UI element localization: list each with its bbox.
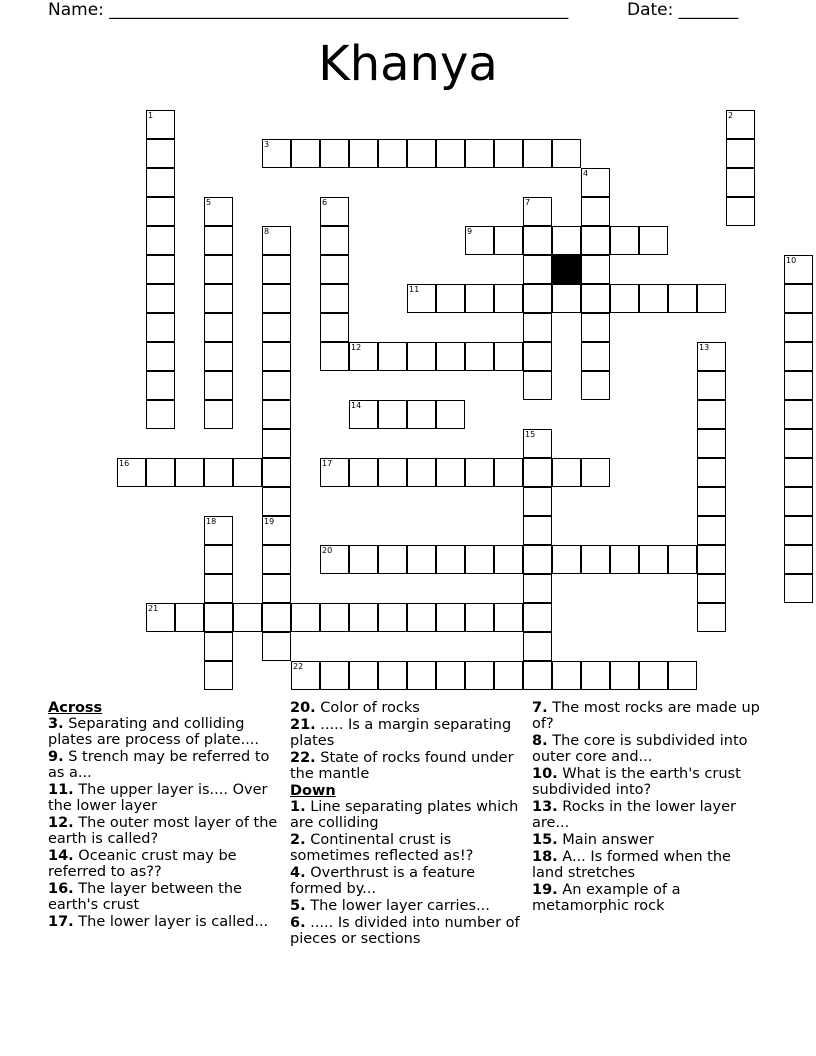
grid-cell[interactable] [349, 342, 378, 371]
clue-label: 4. [290, 865, 306, 881]
clue-text: ..... Is divided into number of pieces or sections [290, 915, 520, 947]
grid-cell[interactable] [117, 458, 146, 487]
clue-text: State of rocks found under the mantle [290, 750, 514, 782]
grid-cell[interactable] [784, 284, 813, 313]
grid-cell[interactable] [639, 661, 668, 690]
across-clue [290, 750, 524, 782]
grid-cell[interactable] [784, 400, 813, 429]
grid-cell[interactable] [581, 371, 610, 400]
grid-cell[interactable] [494, 458, 523, 487]
grid-cell[interactable] [436, 458, 465, 487]
across-clue [290, 717, 524, 749]
grid-cell[interactable] [233, 458, 262, 487]
grid-cell[interactable] [494, 139, 523, 168]
page-title: Khanya [318, 36, 498, 92]
grid-cell[interactable] [581, 458, 610, 487]
grid-cell[interactable] [204, 603, 233, 632]
grid-cell[interactable] [320, 284, 349, 313]
down-heading: Down [290, 783, 336, 799]
grid-cell[interactable] [494, 603, 523, 632]
clue-label: 19. [532, 882, 558, 898]
clue-label: 8. [532, 733, 548, 749]
clue-number: 7 [525, 198, 531, 207]
grid-cell[interactable] [581, 313, 610, 342]
grid-cell[interactable] [552, 139, 581, 168]
clue-number: 15 [525, 430, 536, 439]
grid-cell[interactable] [581, 255, 610, 284]
grid-cell[interactable] [697, 342, 726, 371]
grid-cell[interactable] [204, 371, 233, 400]
grid-cell[interactable] [262, 516, 291, 545]
grid-cell[interactable] [523, 574, 552, 603]
grid-cell[interactable] [436, 603, 465, 632]
grid-cell[interactable] [320, 661, 349, 690]
clue-text: ..... Is a margin separating plates [290, 717, 512, 749]
grid-cell[interactable] [320, 545, 349, 574]
grid-cell[interactable] [262, 603, 291, 632]
clue-text: An example of a metamorphic rock [532, 882, 681, 914]
grid-cell[interactable] [407, 284, 436, 313]
grid-cell[interactable] [262, 255, 291, 284]
grid-cell[interactable] [697, 458, 726, 487]
grid-cell[interactable] [349, 661, 378, 690]
grid-cell[interactable] [726, 197, 755, 226]
clue-label: 3. [48, 716, 64, 732]
grid-cell[interactable] [436, 661, 465, 690]
grid-cell[interactable] [639, 226, 668, 255]
grid-cell[interactable] [784, 429, 813, 458]
name-field-label: Name: ______________________________________________________ [48, 0, 569, 20]
clue-text: Separating and colliding plates are process of plate.... [48, 716, 260, 748]
across-clue [48, 815, 280, 847]
grid-cell[interactable] [784, 545, 813, 574]
clue-number: 12 [351, 343, 362, 352]
grid-cell[interactable] [523, 545, 552, 574]
grid-cell[interactable] [465, 603, 494, 632]
clue-number: 17 [322, 459, 333, 468]
clue-text: What is the earth's crust subdivided into? [532, 766, 741, 798]
down-clue [532, 849, 764, 881]
grid-cell[interactable] [407, 603, 436, 632]
grid-cell[interactable] [262, 400, 291, 429]
grid-cell[interactable] [784, 313, 813, 342]
grid-cell[interactable] [262, 574, 291, 603]
grid-cell[interactable] [262, 313, 291, 342]
grid-cell[interactable] [639, 284, 668, 313]
grid-cell[interactable] [262, 342, 291, 371]
grid-cell[interactable] [523, 342, 552, 371]
grid-cell[interactable] [552, 545, 581, 574]
clue-label: 6. [290, 915, 306, 931]
clue-text: The lower layer is called... [78, 914, 269, 930]
grid-cell[interactable] [262, 632, 291, 661]
grid-cell[interactable] [610, 545, 639, 574]
grid-cell[interactable] [262, 458, 291, 487]
grid-cell[interactable] [204, 545, 233, 574]
grid-cell[interactable] [146, 197, 175, 226]
grid-cell[interactable] [378, 458, 407, 487]
grid-cell[interactable] [697, 400, 726, 429]
grid-cell[interactable] [581, 226, 610, 255]
clue-number: 14 [351, 401, 362, 410]
grid-cell[interactable] [378, 603, 407, 632]
clue-number: 10 [786, 256, 797, 265]
clues-column-2 [290, 700, 524, 948]
grid-cell[interactable] [204, 574, 233, 603]
grid-cell[interactable] [204, 313, 233, 342]
clue-text: S trench may be referred to as a... [48, 749, 270, 781]
clue-label: 22. [290, 750, 316, 766]
grid-cell[interactable] [552, 226, 581, 255]
down-clue [290, 898, 524, 914]
grid-cell[interactable] [494, 545, 523, 574]
grid-cell[interactable] [378, 545, 407, 574]
grid-cell[interactable] [146, 168, 175, 197]
clue-label: 12. [48, 815, 74, 831]
grid-cell[interactable] [146, 110, 175, 139]
grid-cell[interactable] [523, 284, 552, 313]
grid-cell[interactable] [233, 603, 262, 632]
clue-label: 1. [290, 799, 306, 815]
grid-cell[interactable] [262, 226, 291, 255]
grid-cell[interactable] [523, 487, 552, 516]
clue-text: The lower layer carries... [310, 898, 490, 914]
grid-cell[interactable] [436, 545, 465, 574]
clue-label: 9. [48, 749, 64, 765]
across-clue [48, 716, 280, 748]
grid-cell[interactable] [523, 371, 552, 400]
grid-cell[interactable] [436, 342, 465, 371]
grid-cell[interactable] [523, 632, 552, 661]
down-clue [532, 832, 764, 848]
grid-cell[interactable] [523, 661, 552, 690]
grid-cell[interactable] [436, 139, 465, 168]
grid-cell[interactable] [407, 400, 436, 429]
clue-number: 20 [322, 546, 333, 555]
down-clue [532, 700, 764, 732]
down-clue [532, 799, 764, 831]
grid-cell[interactable] [320, 197, 349, 226]
grid-cell[interactable] [204, 284, 233, 313]
grid-cell[interactable] [610, 226, 639, 255]
clue-number: 16 [119, 459, 130, 468]
clue-label: 5. [290, 898, 306, 914]
grid-cell[interactable] [784, 255, 813, 284]
grid-cell[interactable] [204, 226, 233, 255]
grid-cell[interactable] [697, 545, 726, 574]
clue-label: 13. [532, 799, 558, 815]
grid-cell[interactable] [668, 661, 697, 690]
grid-cell[interactable] [581, 197, 610, 226]
grid-cell[interactable] [291, 661, 320, 690]
grid-cell[interactable] [784, 458, 813, 487]
grid-cell[interactable] [320, 313, 349, 342]
grid-cell[interactable] [581, 284, 610, 313]
clue-label: 20. [290, 700, 316, 716]
clue-text: The core is subdivided into outer core and... [532, 733, 748, 765]
grid-cell[interactable] [465, 342, 494, 371]
grid-cell[interactable] [523, 516, 552, 545]
grid-cell[interactable] [726, 168, 755, 197]
grid-cell[interactable] [407, 545, 436, 574]
clue-label: 14. [48, 848, 74, 864]
grid-cell[interactable] [378, 661, 407, 690]
grid-cell[interactable] [552, 284, 581, 313]
across-clue [48, 848, 280, 880]
grid-cell[interactable] [784, 516, 813, 545]
down-clue [290, 915, 524, 947]
down-clue [290, 832, 524, 864]
clue-number: 8 [264, 227, 270, 236]
grid-cell[interactable] [378, 342, 407, 371]
grid-cell[interactable] [204, 661, 233, 690]
clue-label: 21. [290, 717, 316, 733]
grid-cell[interactable] [697, 603, 726, 632]
clues-column-1 [48, 700, 280, 931]
clue-number: 22 [293, 662, 304, 671]
grid-cell[interactable] [262, 429, 291, 458]
across-clue [48, 749, 280, 781]
grid-cell[interactable] [697, 371, 726, 400]
grid-cell[interactable] [523, 255, 552, 284]
grid-cell[interactable] [436, 400, 465, 429]
black-cell [552, 255, 581, 284]
clue-number: 3 [264, 140, 270, 149]
grid-cell[interactable] [523, 197, 552, 226]
grid-cell[interactable] [349, 603, 378, 632]
grid-cell[interactable] [204, 516, 233, 545]
grid-cell[interactable] [465, 458, 494, 487]
grid-cell[interactable] [697, 487, 726, 516]
grid-cell[interactable] [523, 139, 552, 168]
grid-cell[interactable] [204, 632, 233, 661]
clue-label: 10. [532, 766, 558, 782]
clue-text: The upper layer is.... Over the lower layer [48, 782, 268, 814]
grid-cell[interactable] [494, 342, 523, 371]
grid-cell[interactable] [407, 458, 436, 487]
grid-cell[interactable] [204, 400, 233, 429]
grid-cell[interactable] [204, 255, 233, 284]
grid-cell[interactable] [784, 342, 813, 371]
clue-number: 6 [322, 198, 328, 207]
grid-cell[interactable] [146, 371, 175, 400]
across-clue [290, 700, 524, 716]
clue-label: 16. [48, 881, 74, 897]
grid-cell[interactable] [581, 661, 610, 690]
grid-cell[interactable] [291, 139, 320, 168]
grid-cell[interactable] [204, 197, 233, 226]
grid-cell[interactable] [697, 429, 726, 458]
grid-cell[interactable] [610, 284, 639, 313]
grid-cell[interactable] [494, 661, 523, 690]
grid-cell[interactable] [552, 661, 581, 690]
clue-text: Color of rocks [320, 700, 420, 716]
grid-cell[interactable] [146, 603, 175, 632]
grid-cell[interactable] [523, 458, 552, 487]
grid-cell[interactable] [320, 342, 349, 371]
grid-cell[interactable] [349, 545, 378, 574]
down-clue [532, 766, 764, 798]
grid-cell[interactable] [146, 226, 175, 255]
grid-cell[interactable] [697, 574, 726, 603]
clues-column-3 [532, 700, 764, 915]
clue-label: 11. [48, 782, 74, 798]
grid-cell[interactable] [407, 661, 436, 690]
grid-cell[interactable] [407, 139, 436, 168]
grid-cell[interactable] [349, 139, 378, 168]
grid-cell[interactable] [146, 458, 175, 487]
clue-number: 2 [728, 111, 734, 120]
clue-text: Rocks in the lower layer are... [532, 799, 736, 831]
grid-cell[interactable] [291, 603, 320, 632]
grid-cell[interactable] [784, 487, 813, 516]
grid-cell[interactable] [146, 284, 175, 313]
grid-cell[interactable] [146, 400, 175, 429]
clue-number: 9 [467, 227, 473, 236]
grid-cell[interactable] [320, 139, 349, 168]
clue-label: 2. [290, 832, 306, 848]
clue-label: 18. [532, 849, 558, 865]
grid-cell[interactable] [320, 603, 349, 632]
grid-cell[interactable] [639, 545, 668, 574]
grid-cell[interactable] [262, 545, 291, 574]
clue-number: 18 [206, 517, 217, 526]
grid-cell[interactable] [523, 313, 552, 342]
clue-text: The outer most layer of the earth is called? [48, 815, 278, 847]
grid-cell[interactable] [697, 284, 726, 313]
grid-cell[interactable] [262, 139, 291, 168]
down-clue [532, 882, 764, 914]
grid-cell[interactable] [581, 545, 610, 574]
clue-number: 19 [264, 517, 275, 526]
grid-cell[interactable] [262, 371, 291, 400]
grid-cell[interactable] [465, 284, 494, 313]
clue-text: Main answer [562, 832, 654, 848]
grid-cell[interactable] [668, 545, 697, 574]
grid-cell[interactable] [494, 226, 523, 255]
date-field-label: Date: _______ [627, 0, 739, 20]
grid-cell[interactable] [465, 139, 494, 168]
down-clue [290, 799, 524, 831]
clue-text: Overthrust is a feature formed by... [290, 865, 476, 897]
clue-number: 5 [206, 198, 212, 207]
grid-cell[interactable] [320, 458, 349, 487]
across-heading: Across [48, 700, 103, 716]
grid-cell[interactable] [204, 458, 233, 487]
clue-number: 4 [583, 169, 589, 178]
clue-text: The layer between the earth's crust [48, 881, 242, 913]
clue-number: 1 [148, 111, 154, 120]
clue-text: Oceanic crust may be referred to as?? [48, 848, 237, 880]
grid-cell[interactable] [349, 458, 378, 487]
clue-text: Continental crust is sometimes reflected as!? [290, 832, 474, 864]
grid-cell[interactable] [436, 284, 465, 313]
across-clue [48, 782, 280, 814]
clue-label: 17. [48, 914, 74, 930]
grid-cell[interactable] [726, 110, 755, 139]
grid-cell[interactable] [784, 574, 813, 603]
grid-cell[interactable] [262, 284, 291, 313]
clue-number: 13 [699, 343, 710, 352]
grid-cell[interactable] [146, 313, 175, 342]
grid-cell[interactable] [552, 458, 581, 487]
grid-cell[interactable] [320, 255, 349, 284]
grid-cell[interactable] [407, 342, 436, 371]
grid-cell[interactable] [494, 284, 523, 313]
grid-cell[interactable] [320, 226, 349, 255]
grid-cell[interactable] [378, 139, 407, 168]
grid-cell[interactable] [610, 661, 639, 690]
clue-text: A... Is formed when the land stretches [532, 849, 731, 881]
grid-cell[interactable] [378, 400, 407, 429]
grid-cell[interactable] [146, 139, 175, 168]
grid-cell[interactable] [523, 226, 552, 255]
grid-cell[interactable] [581, 168, 610, 197]
clue-text: The most rocks are made up of? [532, 700, 760, 732]
clue-number: 11 [409, 285, 420, 294]
grid-cell[interactable] [175, 603, 204, 632]
grid-cell[interactable] [349, 400, 378, 429]
clue-label: 15. [532, 832, 558, 848]
grid-cell[interactable] [668, 284, 697, 313]
grid-cell[interactable] [726, 139, 755, 168]
down-clue [532, 733, 764, 765]
clue-text: Line separating plates which are colliding [290, 799, 519, 831]
grid-cell[interactable] [784, 371, 813, 400]
grid-cell[interactable] [146, 255, 175, 284]
grid-cell[interactable] [581, 342, 610, 371]
across-clue [48, 914, 280, 930]
grid-cell[interactable] [146, 342, 175, 371]
grid-cell[interactable] [465, 545, 494, 574]
grid-cell[interactable] [465, 661, 494, 690]
grid-cell[interactable] [262, 487, 291, 516]
clue-label: 7. [532, 700, 548, 716]
grid-cell[interactable] [465, 226, 494, 255]
grid-cell[interactable] [523, 429, 552, 458]
grid-cell[interactable] [523, 603, 552, 632]
grid-cell[interactable] [697, 516, 726, 545]
clue-number: 21 [148, 604, 159, 613]
grid-cell[interactable] [175, 458, 204, 487]
across-clue [48, 881, 280, 913]
down-clue [290, 865, 524, 897]
grid-cell[interactable] [204, 342, 233, 371]
